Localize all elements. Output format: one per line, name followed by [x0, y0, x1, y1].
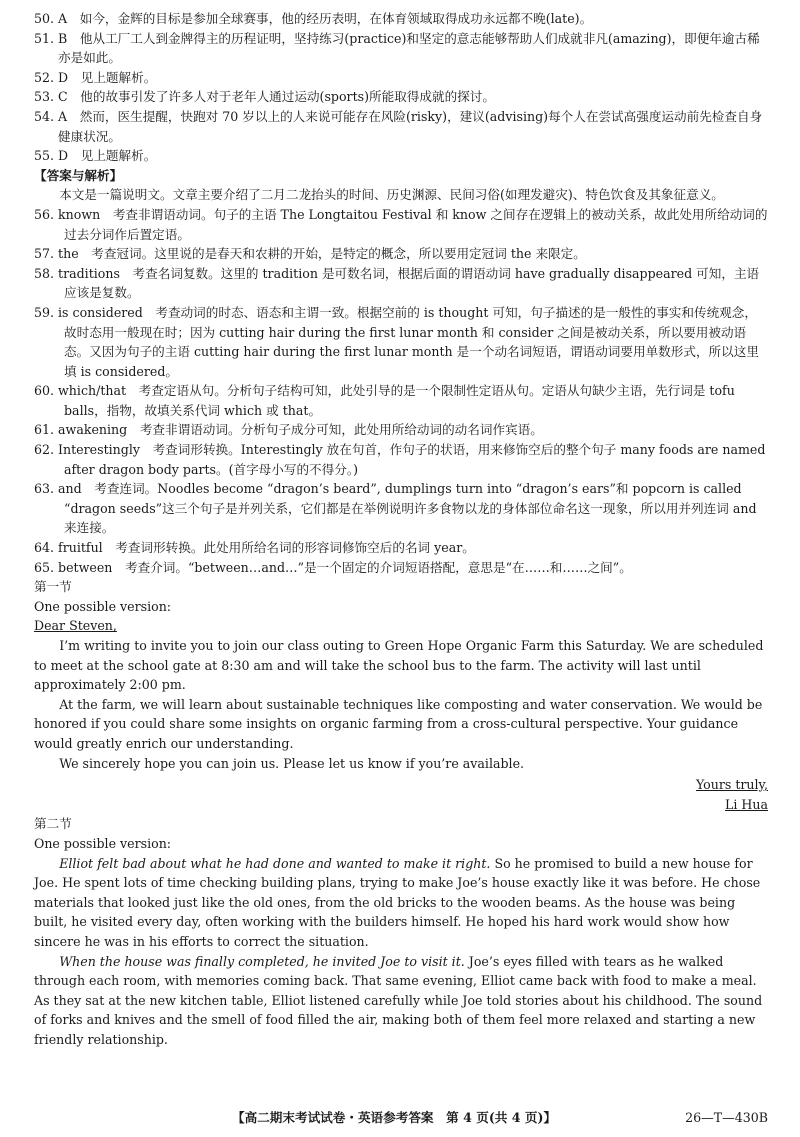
passage-summary: 本文是一篇说明文。文章主要介绍了二月二龙抬头的时间、历史渊源、民间习俗(如理发避灾)、特色饮食及其象征意义。 — [59, 187, 724, 203]
answer-53: 53. C 他的故事引发了许多人对于老年人通过运动(sports)所能取得成就的探讨。 — [34, 89, 495, 105]
writing-part-2 — [34, 814, 768, 1049]
footer-code: 26—T—430B — [685, 1110, 768, 1125]
letter-paragraph-2: At the farm, we will learn about sustainable techniques like composting and water conservation. We would be honored if you could share some insights on organic farming from a cross-cultural perspective. Your guidance would greatly enrich our understanding. — [34, 696, 763, 751]
answer-55: 55. D 见上题解析。 — [34, 148, 157, 164]
answer-57: 57. the 考查冠词。这里说的是春天和农耕的开始，是特定的概念，所以要用定冠词 the 来限定。 — [34, 246, 586, 262]
grammar-answers — [34, 205, 768, 577]
story-paragraph-2-body: Joe’s eyes filled with tears as he walked through each room, with memories coming back. That same evening, Elliot came back with food to make a meal. As they sat at the new kitchen table, Elliot listened carefully while Joe told stories about his childhood. The sound of forks and knives and the smell of food filled the air, making both of them feel more relaxed and starting a new friendly relationship. — [34, 953, 763, 1047]
part1-version-label: One possible version: — [34, 598, 172, 614]
letter-signature: Li Hua — [725, 796, 768, 812]
part2-heading: 第二节 — [34, 816, 72, 832]
answer-58: 58. traditions 考查名词复数。这里的 tradition 是可数名词，根据后面的谓语动词 have gradually disappeared 可知，主语应该是复数。 — [34, 265, 760, 301]
answer-52: 52. D 见上题解析。 — [34, 69, 157, 85]
answer-63: 63. and 考查连词。Noodles become “dragon’s beard”, dumplings turn into “dragon’s ears”和 popcorn is called “dragon seeds”这三个句子是并列关系，它们都是在举例说明许多食物以龙的身体部位命名这一现象，所以用并列连词 and 来连接。 — [34, 481, 757, 536]
answer-61: 61. awakening 考查非谓语动词。分析句子成分可知，此处用所给动词的动名词作宾语。 — [34, 422, 543, 438]
part1-heading: 第一节 — [34, 579, 72, 595]
answer-50: 50. A 如今，金辉的目标是参加全球赛事，他的经历表明，在体育领域取得成功永远都不晚(late)。 — [34, 11, 593, 26]
answer-54: 54. A 然而，医生提醒，快跑对 70 岁以上的人来说可能存在风险(risky)，建议(advising)每个人在尝试高强度运动前先检查自身健康状况。 — [34, 108, 763, 144]
story-paragraph-1-body: So he promised to build a new house for Joe. He spent lots of time checking building plans, trying to make Joe’s house exactly like it was before. He chose materials that looked just like the old ones, from the old bricks to the wooden beams. As the house was being built, he visited every day, often working with the builders himself. He hoped his hard work would show how sincere he was in his efforts to correct the situation. — [34, 855, 761, 949]
story-paragraph-2-lead: When the house was finally completed, he invited Joe to visit it. — [59, 953, 465, 969]
letter-salutation: Dear Steven, — [34, 618, 117, 634]
answer-62: 62. Interestingly 考查词形转换。Interestingly 放在句首，作句子的状语，用来修饰空后的整个句子 many foods are named after dragon body parts。(首字母小写的不得分。) — [34, 442, 766, 477]
answer-65: 65. between 考查介词。“between…and…”是一个固定的介词短语搭配，意思是“在……和……之间”。 — [34, 559, 632, 575]
section-heading: 【答案与解析】 — [34, 167, 123, 183]
story-paragraph-1-lead: Elliot felt bad about what he had done and wanted to make it right. — [59, 855, 491, 871]
story-paragraph-2 — [34, 952, 768, 1050]
part2-version-label: One possible version: — [34, 835, 172, 851]
answer-60: 60. which/that 考查定语从句。分析句子结构可知，此处引导的是一个限制性定语从句。定语从句缺少主语，先行词是 tofu balls，指物，故填关系代词 which 或 that。 — [34, 383, 735, 418]
answer-64: 64. fruitful 考查词形转换。此处用所给名词的形容词修饰空后的名词 year。 — [34, 540, 475, 556]
letter-paragraph-1: I’m writing to invite you to join our class outing to Green Hope Organic Farm this Saturday. We are scheduled to meet at the school gate at 8:30 am and will take the school bus to the farm. The activity will last until approximately 2:00 pm. — [34, 638, 764, 693]
footer-title: 【高二期末考试试卷・英语参考答案 第 4 页(共 4 页)】 — [232, 1110, 557, 1125]
answer-59: 59. is considered 考查动词的时态、语态和主谓一致。根据空前的 is thought 可知，句子描述的是一般性的事实和传统观念，故时态用一般现在时；因为 cutting hair during the first lunar month 和 consider 之间是被动关系，所以要用被动语态。又因为句子的主语 cutting hair during the first lunar month 是一个动名词短语，谓语动词要用单数形式，所以这里填 is considered。 — [34, 304, 759, 379]
story-paragraph-1 — [34, 854, 768, 952]
answer-page — [34, 9, 768, 1049]
answer-56: 56. known 考查非谓语动词。句子的主语 The Longtaitou Festival 和 know 之间存在逻辑上的被动关系，故此处用所给动词的过去分词作后置定语。 — [34, 206, 768, 242]
letter-closing: Yours truly, — [695, 777, 768, 793]
letter-paragraph-3: We sincerely hope you can join us. Please let us know if you’re available. — [59, 755, 525, 771]
reading-answers — [34, 9, 768, 166]
answer-51: 51. B 他从工厂工人到金牌得主的历程证明，坚持练习(practice)和坚定的意志能够帮助人们成就非凡(amazing)，即便年逾古稀亦是如此。 — [34, 30, 760, 66]
writing-part-1 — [34, 577, 768, 814]
